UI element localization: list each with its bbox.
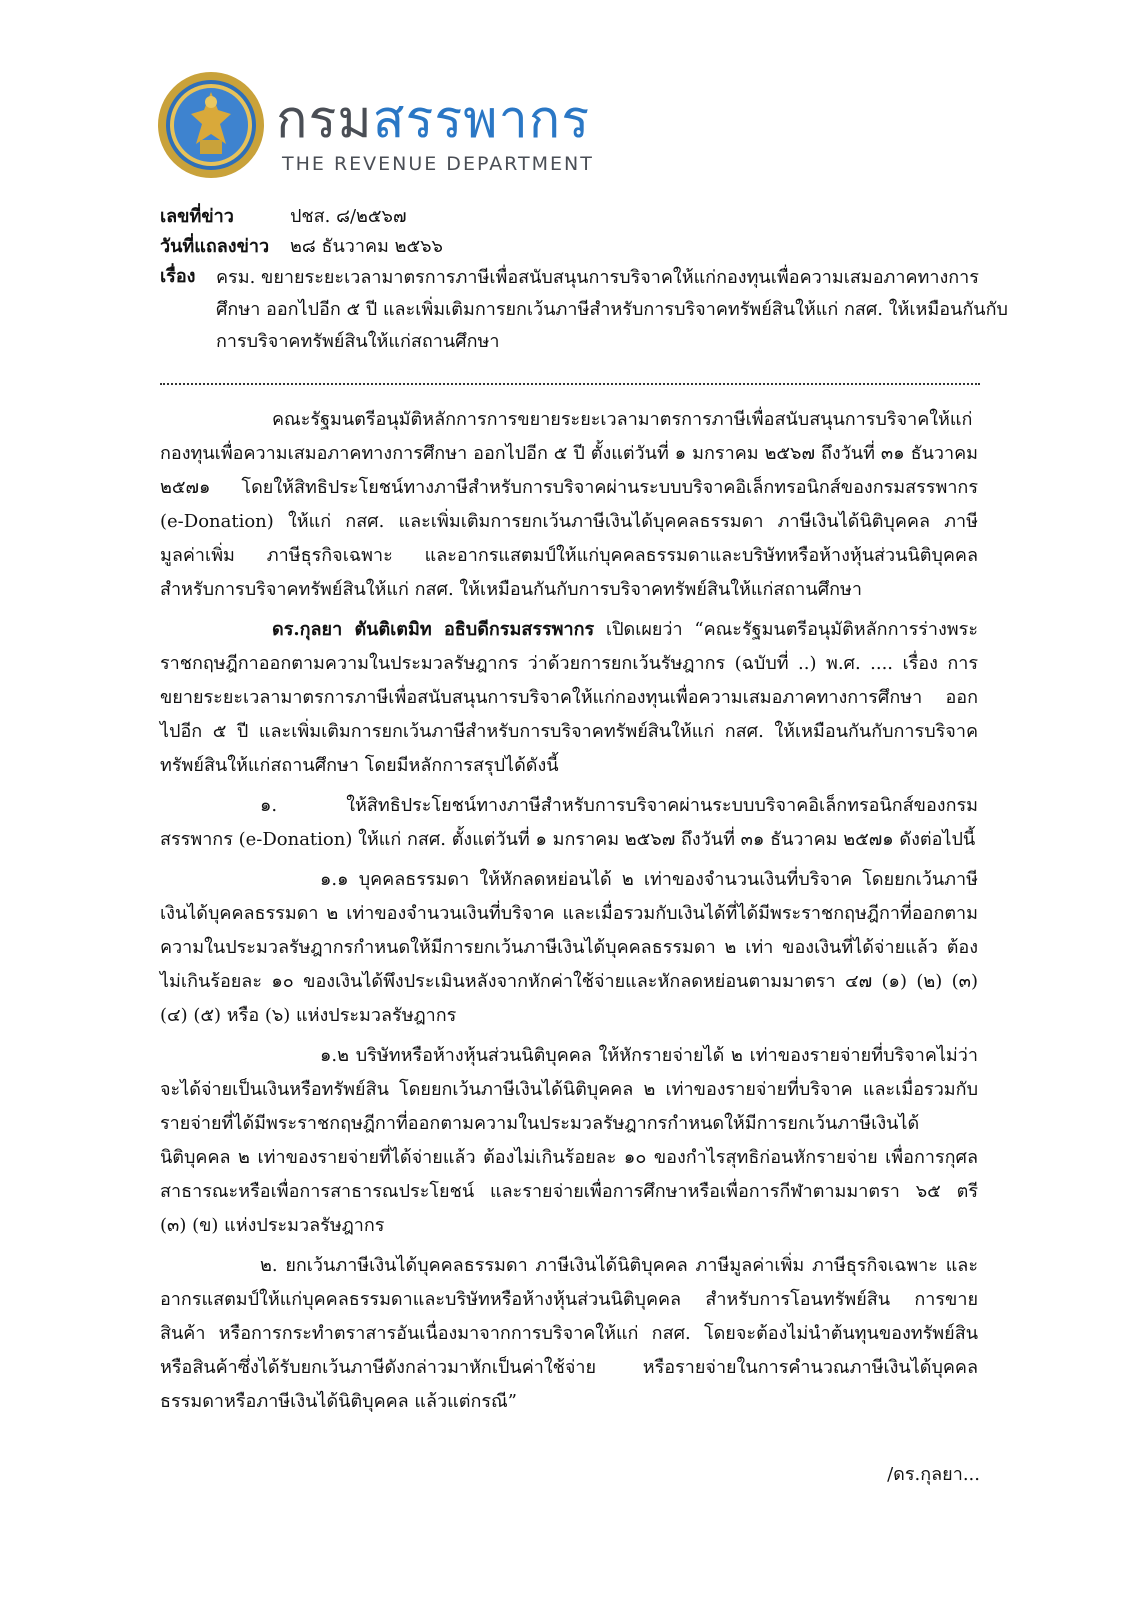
release-date-row bbox=[160, 232, 1010, 262]
revenue-department-seal-icon bbox=[156, 70, 266, 180]
director-name: ดร.กุลยา ตันติเตมิท อธิบดีกรมสรรพากร bbox=[272, 619, 595, 640]
release-date-label: วันที่แถลงข่าว bbox=[160, 236, 270, 257]
paragraph-2 bbox=[160, 613, 978, 783]
paragraph-5: ๑.๒ บริษัทหรือห้างหุ้นส่วนนิติบุคคล ให้หักรายจ่ายได้ ๒ เท่าของรายจ่ายที่บริจาคไม่ว่าจะได้จ่ายเป็นเงินหรือทรัพย์สิน โดยยกเว้นภาษีเงินได้นิติบุคคล ๒ เท่าของรายจ่ายที่บริจาค และเมื่อรวมกับรายจ่ายที่ได้มีพระราชกฤษฎีกาที่ออกตามความในประมวลรัษฎากรกำหนดให้มีการยกเว้นภาษีเงินได้นิติบุคคล ๒ เท่าของรายจ่ายที่ได้จ่ายแล้ว ต้องไม่เกินร้อยละ ๑๐ ของกำไรสุทธิก่อนหักรายจ่าย เพื่อการกุศลสาธารณะหรือเพื่อการสาธารณประโยชน์ และรายจ่ายเพื่อการศึกษาหรือเพื่อการกีฬาตามมาตรา ๖๕ ตรี (๓) (ข) แห่งประมวลรัษฎากร bbox=[160, 1045, 978, 1236]
news-meta bbox=[160, 202, 1010, 358]
release-date-value: ๒๘ ธันวาคม ๒๕๖๖ bbox=[290, 236, 443, 257]
paragraph-1: คณะรัฐมนตรีอนุมัติหลักการการขยายระยะเวลามาตรการภาษีเพื่อสนับสนุนการบริจาคให้แก่กองทุนเพื่อความเสมอภาคทางการศึกษา ออกไปอีก ๕ ปี ตั้งแต่วันที่ ๑ มกราคม ๒๕๖๗ ถึงวันที่ ๓๑ ธันวาคม ๒๕๗๑ โดยให้สิทธิประโยชน์ทางภาษีสำหรับการบริจาคผ่านระบบบริจาคอิเล็กทรอนิกส์ของกรมสรรพากร (e-Donation) ให้แก่ กสศ. และเพิ่มเติมการยกเว้นภาษีเงินได้บุคคลธรรมดา ภาษีเงินได้นิติบุคคล ภาษีมูลค่าเพิ่ม ภาษีธุรกิจเฉพาะ และอากรแสตมป์ให้แก่บุคคลธรรมดาและบริษัทหรือห้างหุ้นส่วนนิติบุคคล สำหรับการบริจาคทรัพย์สินให้แก่ กสศ. ให้เหมือนกันกับการบริจาคทรัพย์สินให้แก่สถานศึกษา bbox=[160, 409, 978, 600]
news-number-row bbox=[160, 202, 1010, 232]
brand-english: THE REVENUE DEPARTMENT bbox=[282, 153, 594, 175]
subject-text: ครม. ขยายระยะเวลามาตรการภาษีเพื่อสนับสนุนการบริจาคให้แก่กองทุนเพื่อความเสมอภาคทางการศึกษา ออกไปอีก ๕ ปี และเพิ่มเติมการยกเว้นภาษีสำหรับการบริจาคทรัพย์สินให้แก่ กสศ. ให้เหมือนกันกับการบริจาคทรัพย์สินให้แก่สถานศึกษา bbox=[216, 267, 1008, 352]
paragraph-2-text: เปิดเผยว่า “คณะรัฐมนตรีอนุมัติหลักการร่างพระราชกฤษฎีกาออกตามความในประมวลรัษฎากร ว่าด้วยการยกเว้นรัษฎากร (ฉบับที่ ..) พ.ศ. .... เรื่อง การขยายระยะเวลามาตรการภาษีเพื่อสนับสนุนการบริจาคให้แก่กองทุนเพื่อความเสมอภาคทางการศึกษา ออกไปอีก ๕ ปี และเพิ่มเติมการยกเว้นภาษีสำหรับการบริจาคทรัพย์สินให้แก่ กสศ. ให้เหมือนกันกับการบริจาคทรัพย์สินให้แก่สถานศึกษา โดยมีหลักการสรุปได้ดังนี้ bbox=[160, 619, 979, 776]
brand-thai-part1: กรม bbox=[276, 90, 373, 150]
brand-thai bbox=[276, 92, 590, 148]
paragraph-3: ๑. ให้สิทธิประโยชน์ทางภาษีสำหรับการบริจาคผ่านระบบบริจาคอิเล็กทรอนิกส์ของกรมสรรพากร (e-Donation) ให้แก่ กสศ. ตั้งแต่วันที่ ๑ มกราคม ๒๕๖๗ ถึงวันที่ ๓๑ ธันวาคม ๒๕๗๑ ดังต่อไปนี้ bbox=[160, 795, 978, 850]
brand-thai-part2: สรรพากร bbox=[372, 90, 591, 150]
subject-label: เรื่อง bbox=[160, 266, 196, 287]
news-number-value: ปชส. ๘/๒๕๖๗ bbox=[290, 206, 407, 227]
press-body bbox=[160, 403, 978, 1425]
paragraph-6: ๒. ยกเว้นภาษีเงินได้บุคคลธรรมดา ภาษีเงินได้นิติบุคคล ภาษีมูลค่าเพิ่ม ภาษีธุรกิจเฉพาะ และอากรแสตมป์ให้แก่บุคคลธรรมดาและบริษัทหรือห้างหุ้นส่วนนิติบุคคล สำหรับการโอนทรัพย์สิน การขายสินค้า หรือการกระทำตราสารอันเนื่องมาจากการบริจาคให้แก่ กสศ. โดยจะต้องไม่นำต้นทุนของทรัพย์สินหรือสินค้าซึ่งได้รับยกเว้นภาษีดังกล่าวมาหักเป็นค่าใช้จ่าย หรือรายจ่ายในการคำนวณภาษีเงินได้บุคคลธรรมดาหรือภาษีเงินได้นิติบุคคล แล้วแต่กรณี” bbox=[160, 1255, 978, 1412]
dotted-divider bbox=[160, 383, 980, 385]
subject-row bbox=[160, 262, 1010, 358]
paragraph-4: ๑.๑ บุคคลธรรมดา ให้หักลดหย่อนได้ ๒ เท่าของจำนวนเงินที่บริจาค โดยยกเว้นภาษีเงินได้บุคคลธรรมดา ๒ เท่าของจำนวนเงินที่บริจาค และเมื่อรวมกับเงินได้ที่ได้มีพระราชกฤษฎีกาที่ออกตามความในประมวลรัษฎากรกำหนดให้มีการยกเว้นภาษีเงินได้บุคคลธรรมดา ๒ เท่า ของเงินที่ได้จ่ายแล้ว ต้องไม่เกินร้อยละ ๑๐ ของเงินได้พึงประเมินหลังจากหักค่าใช้จ่ายและหักลดหย่อนตามมาตรา ๔๗ (๑) (๒) (๓) (๔) (๕) หรือ (๖) แห่งประมวลรัษฎากร bbox=[160, 869, 978, 1026]
continued-marker: /ดร.กุลยา... bbox=[887, 1464, 980, 1485]
news-number-label: เลขที่ข่าว bbox=[160, 206, 234, 227]
